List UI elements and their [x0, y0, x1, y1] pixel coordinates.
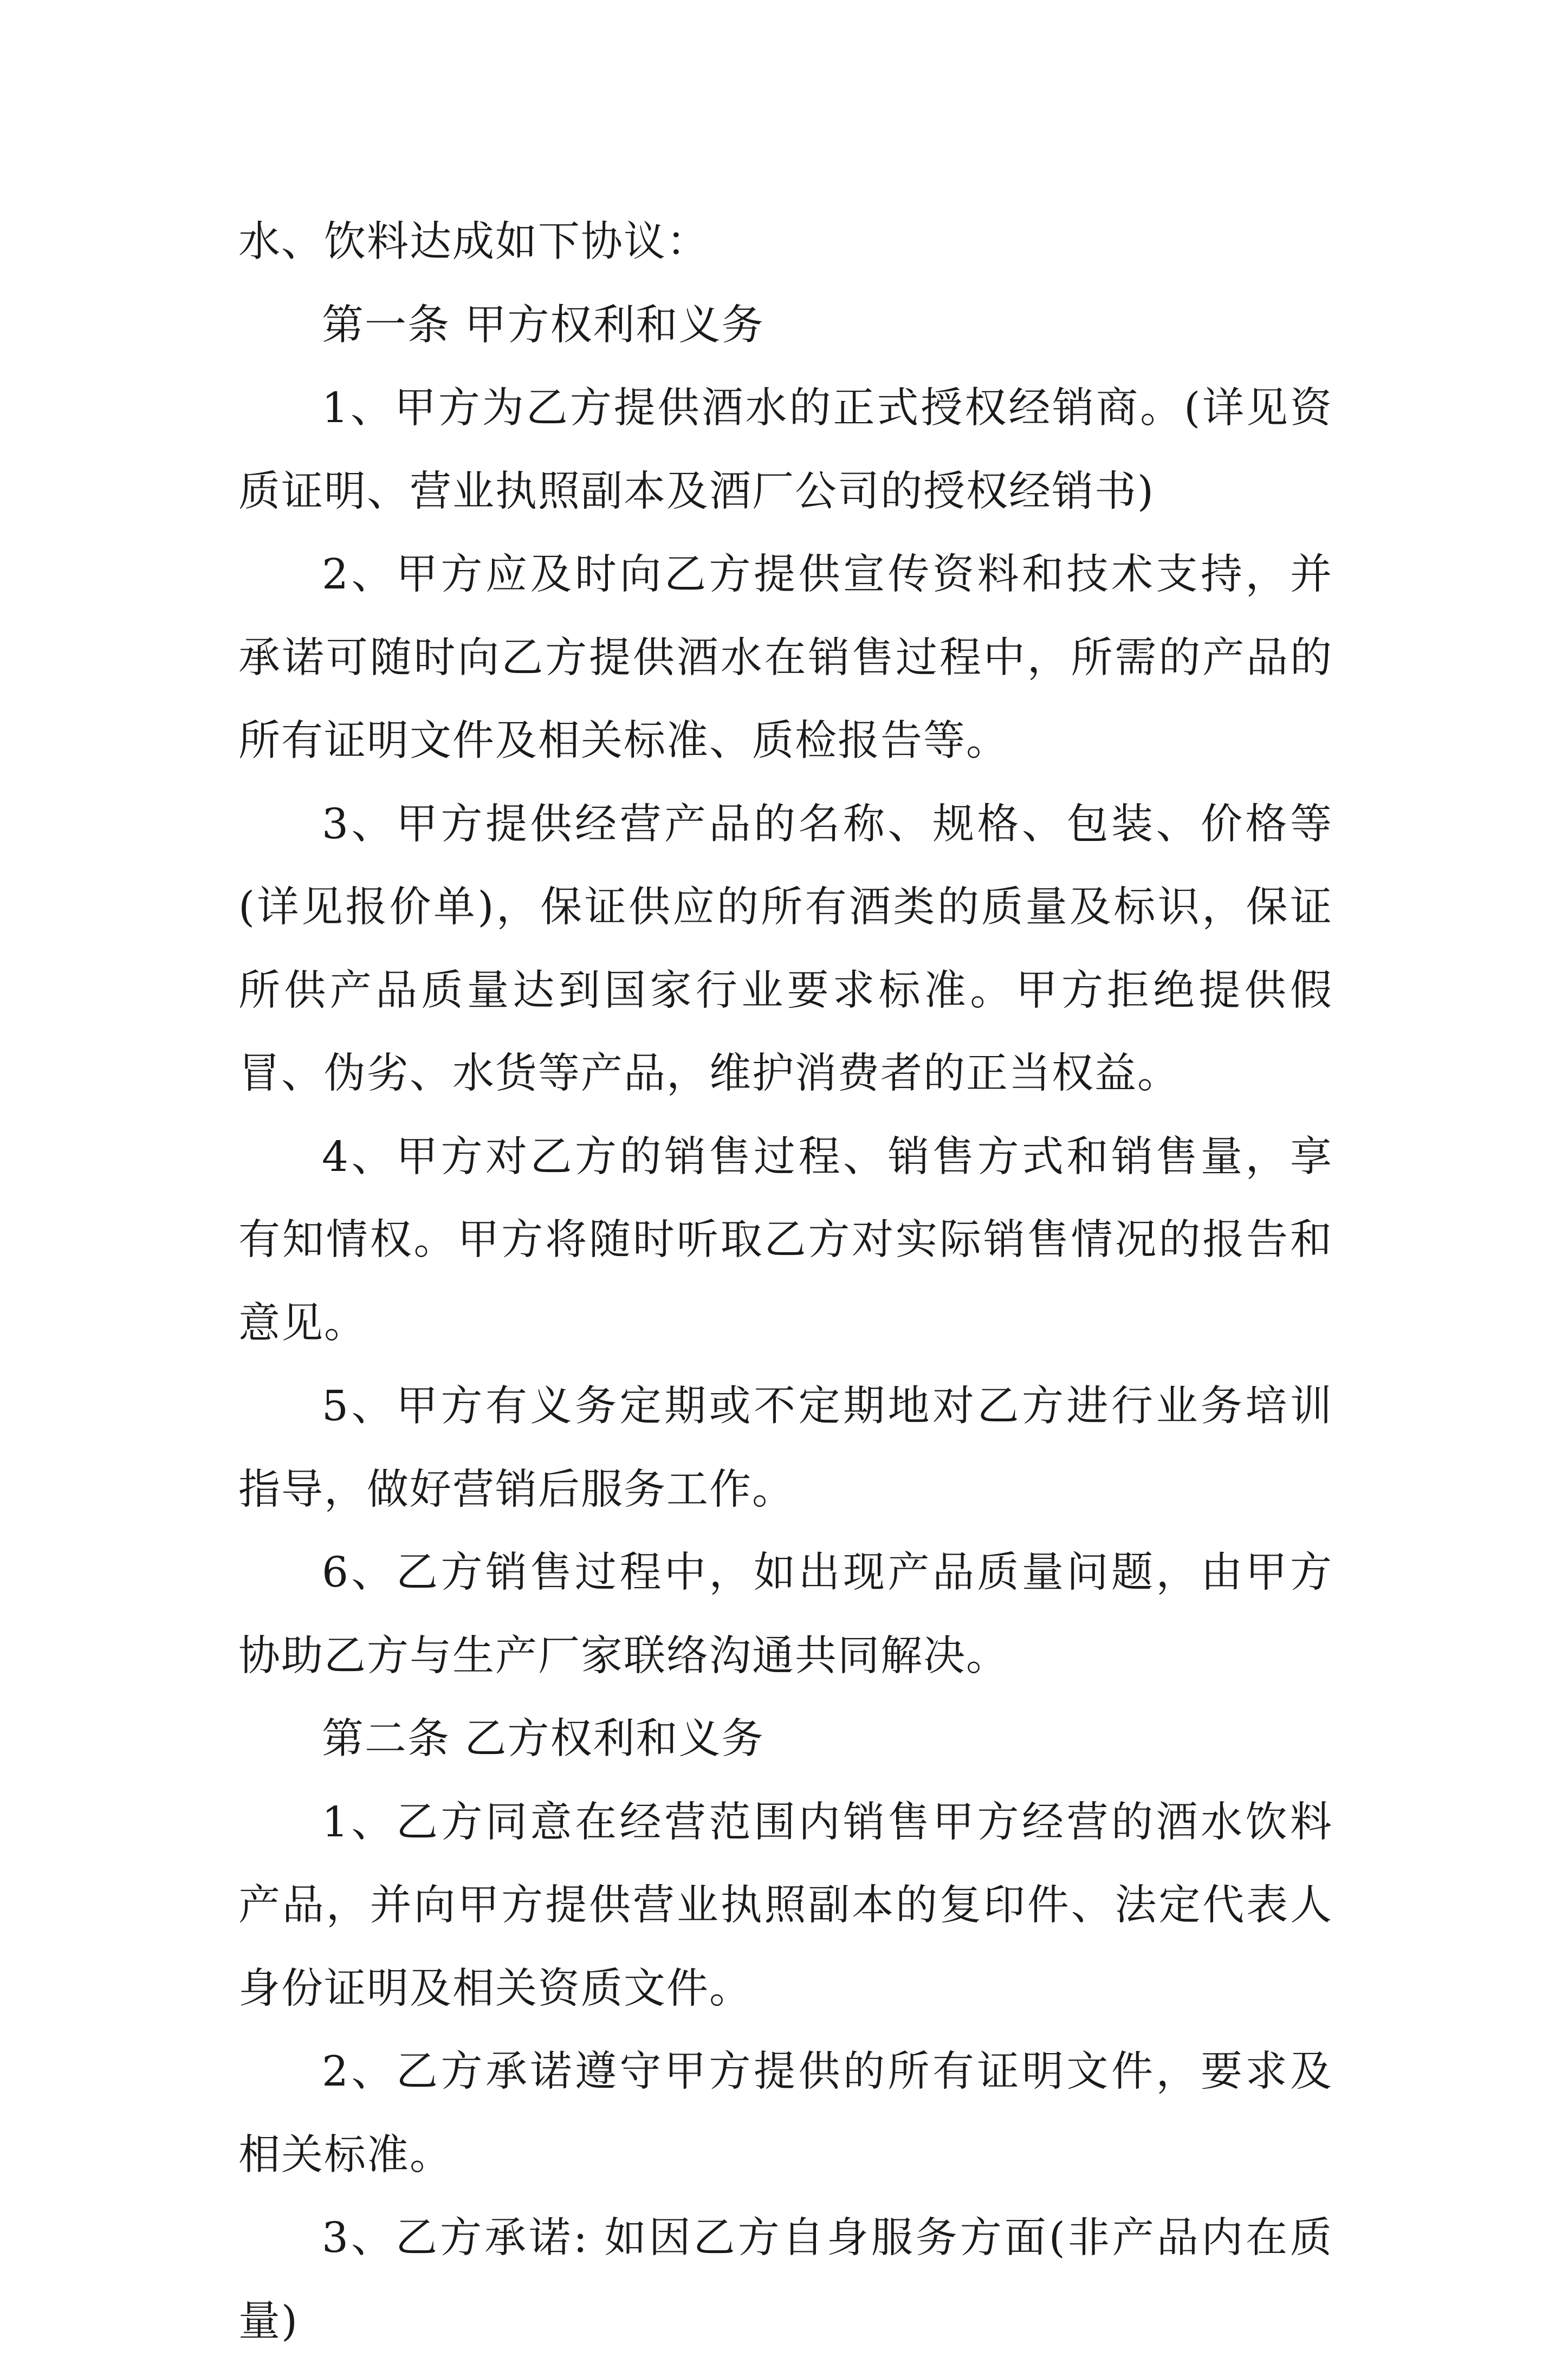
- paragraph-article-2-item-1: 1、乙方同意在经营范围内销售甲方经营的酒水饮料产品，并向甲方提供营业执照副本的复印件、法定代表人身份证明及相关资质文件。: [238, 1798, 1333, 2013]
- paragraph-article-1-item-3: 3、甲方提供经营产品的名称、规格、包装、价格等(详见报价单)，保证供应的所有酒类的质量及标识，保证所供产品质量达到国家行业要求标准。甲方拒绝提供假冒、伪劣、水货等产品，维护消费者的正当权益。: [238, 800, 1333, 1098]
- paragraph-article-1-item-5: 5、甲方有义务定期或不定期地对乙方进行业务培训指导，做好营销后服务工作。: [238, 1382, 1333, 1514]
- paragraph-article-1-item-1: 1、甲方为乙方提供酒水的正式授权经销商。(详见资质证明、营业执照副本及酒厂公司的授权经销书): [238, 384, 1333, 516]
- paragraph-article-2-item-3: 3、乙方承诺: 如因乙方自身服务方面(非产品内在质量): [238, 2214, 1333, 2346]
- paragraph-article-1-item-4: 4、甲方对乙方的销售过程、销售方式和销售量，享有知情权。甲方将随时听取乙方对实际销售情况的报告和意见。: [238, 1132, 1333, 1348]
- paragraph-article-1-item-2: 2、甲方应及时向乙方提供宣传资料和技术支持，并承诺可随时向乙方提供酒水在销售过程中，所需的产品的所有证明文件及相关标准、质检报告等。: [238, 551, 1333, 765]
- paragraph-intro: 水、饮料达成如下协议：: [238, 218, 709, 266]
- section-heading-article-1: 第一条 甲方权利和义务: [322, 301, 764, 349]
- document-body: [238, 200, 1333, 2363]
- paragraph-article-2-item-2: 2、乙方承诺遵守甲方提供的所有证明文件，要求及相关标准。: [238, 2048, 1333, 2179]
- paragraph-article-1-item-6: 6、乙方销售过程中，如出现产品质量问题，由甲方协助乙方与生产厂家联络沟通共同解决。: [238, 1549, 1333, 1680]
- section-heading-article-2: 第二条 乙方权利和义务: [322, 1715, 764, 1763]
